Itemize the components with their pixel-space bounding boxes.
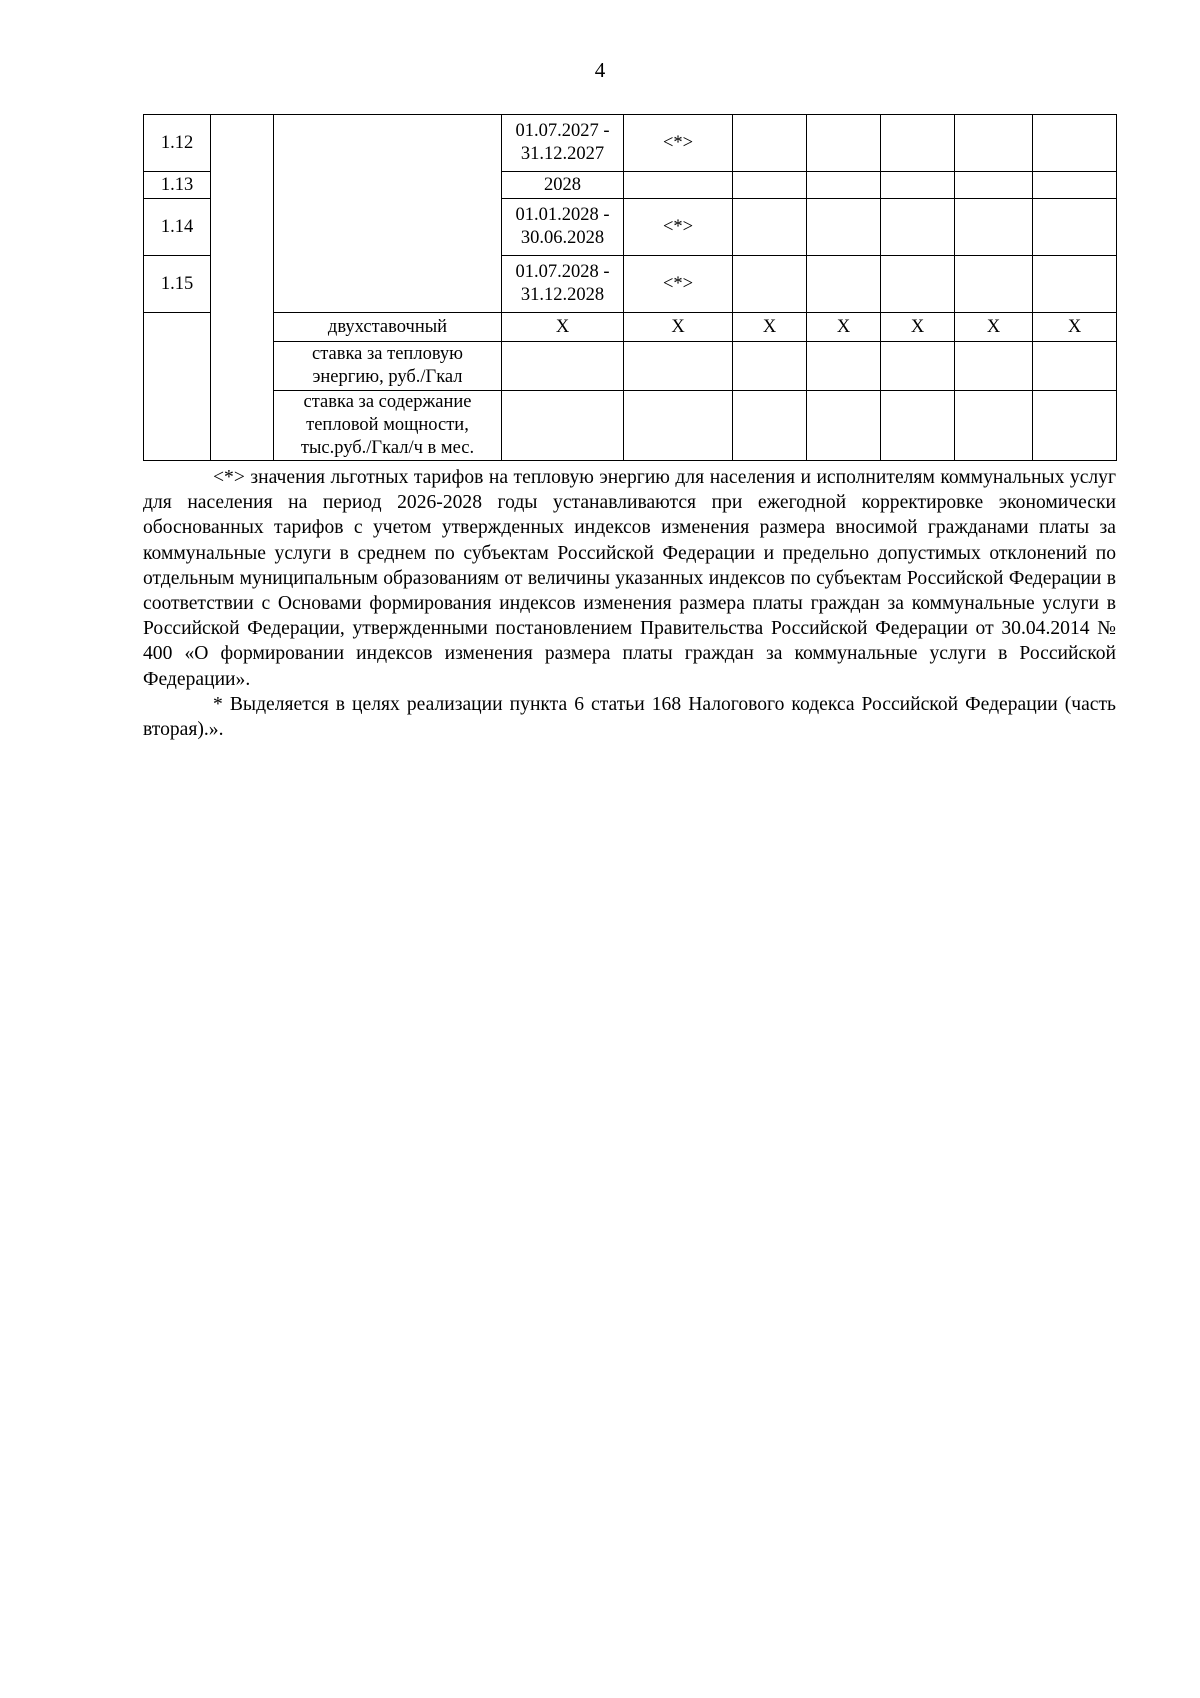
page-number: 4 — [594, 58, 606, 82]
empty-cell — [881, 256, 955, 313]
empty-cell — [955, 199, 1033, 256]
empty-cell — [733, 199, 807, 256]
footnotes — [143, 465, 1116, 742]
empty-cell — [955, 172, 1033, 199]
empty-cell — [144, 313, 211, 461]
x-cell: X — [807, 313, 881, 342]
row-number: 1.13 — [144, 172, 211, 199]
period-cell: 01.07.2028 - 31.12.2028 — [502, 256, 624, 313]
x-cell: X — [502, 313, 624, 342]
empty-cell — [211, 115, 274, 461]
mark-cell: <*> — [624, 199, 733, 256]
empty-cell — [733, 172, 807, 199]
empty-cell — [274, 115, 502, 313]
row-number: 1.12 — [144, 115, 211, 172]
x-cell: X — [624, 313, 733, 342]
footnote-preferential-tariffs: <*> значения льготных тарифов на тепловую энергию для населения и исполнителям коммунальных услуг для населения на период 2026-2028 годы устанавливаются при ежегодной корректировке экономически обоснованных тарифов с учетом утвержденных индексов изменения размера вносимой гражданами платы за коммунальные услуги в среднем по субъектам Российской Федерации и предельно допустимых отклонений по отдельным муниципальным образованиям от величины указанных индексов по субъектам Российской Федерации в соответствии с Основами формирования индексов изменения размера платы граждан за коммунальные услуги в Российской Федерации, утвержденными постановлением Правительства Российской Федерации от 30.04.2014 № 400 «О формировании индексов изменения размера платы граждан за коммунальные услуги в Российской Федерации». — [143, 467, 1116, 690]
period-cell: 01.07.2027 - 31.12.2027 — [502, 115, 624, 172]
empty-cell — [807, 256, 881, 313]
empty-cell — [955, 342, 1033, 391]
empty-cell — [955, 115, 1033, 172]
empty-cell — [881, 115, 955, 172]
empty-cell — [881, 391, 955, 461]
table-row — [144, 115, 1117, 172]
empty-cell — [881, 172, 955, 199]
rate-heat-label: ставка за тепловую энергию, руб./Гкал — [274, 342, 502, 391]
x-cell: X — [1033, 313, 1117, 342]
period-cell: 01.01.2028 - 30.06.2028 — [502, 199, 624, 256]
empty-cell — [807, 172, 881, 199]
row-number: 1.14 — [144, 199, 211, 256]
table-row — [144, 313, 1117, 342]
empty-cell — [624, 342, 733, 391]
empty-cell — [624, 391, 733, 461]
rate-capacity-label: ставка за содержание тепловой мощности, тыс.руб./Гкал/ч в мес. — [274, 391, 502, 461]
x-cell: X — [881, 313, 955, 342]
empty-cell — [881, 342, 955, 391]
mark-cell: <*> — [624, 256, 733, 313]
footnote-tax-code: * Выделяется в целях реализации пункта 6 статьи 168 Налогового кодекса Российской Федерации (часть вторая).». — [143, 693, 1116, 741]
x-cell: X — [733, 313, 807, 342]
empty-cell — [1033, 256, 1117, 313]
table-row — [144, 391, 1117, 461]
empty-cell — [955, 391, 1033, 461]
tariff-table — [143, 114, 1117, 461]
empty-cell — [502, 391, 624, 461]
row-number: 1.15 — [144, 256, 211, 313]
two-part-label: двухставочный — [274, 313, 502, 342]
empty-cell — [807, 342, 881, 391]
empty-cell — [502, 342, 624, 391]
empty-cell — [1033, 391, 1117, 461]
empty-cell — [1033, 342, 1117, 391]
empty-cell — [733, 256, 807, 313]
empty-cell — [807, 199, 881, 256]
empty-cell — [1033, 115, 1117, 172]
empty-cell — [733, 342, 807, 391]
x-cell: X — [955, 313, 1033, 342]
mark-cell: <*> — [624, 115, 733, 172]
empty-cell — [807, 115, 881, 172]
empty-cell — [733, 115, 807, 172]
empty-cell — [1033, 172, 1117, 199]
period-cell: 2028 — [502, 172, 624, 199]
mark-cell — [624, 172, 733, 199]
empty-cell — [881, 199, 955, 256]
empty-cell — [807, 391, 881, 461]
table-row — [144, 342, 1117, 391]
empty-cell — [733, 391, 807, 461]
empty-cell — [955, 256, 1033, 313]
empty-cell — [1033, 199, 1117, 256]
